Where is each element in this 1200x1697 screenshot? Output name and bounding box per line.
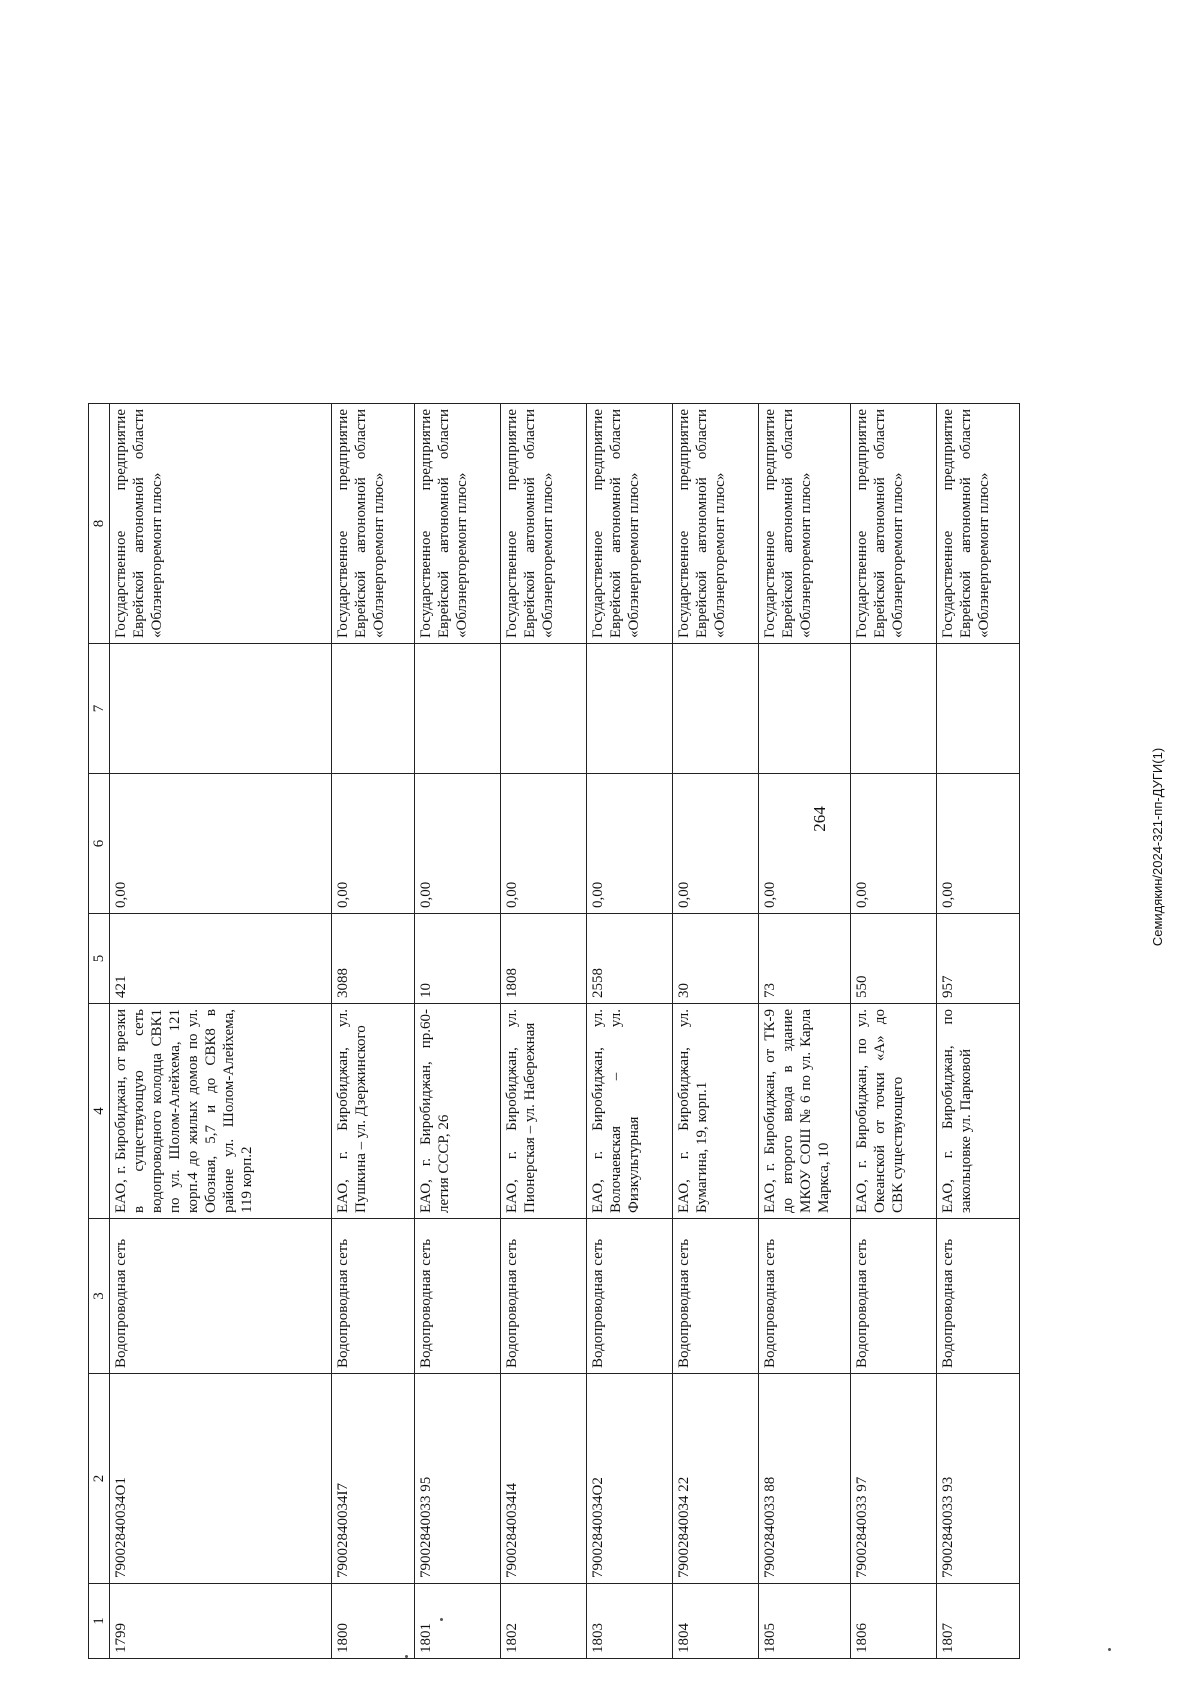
column-7-cell [332, 644, 415, 774]
object-value: 0,00 [673, 774, 759, 914]
row-number: 1802 [501, 1584, 587, 1659]
object-owner: Государственное предприятие Еврейской автономной области «Облэнергоремонт плюс» [851, 404, 937, 644]
object-address: ЕАО, г. Биробиджан, по ул. Океанской от точки «А» до СВК существующего [851, 1004, 937, 1219]
table-row [673, 404, 759, 1659]
object-length: 30 [673, 914, 759, 1004]
column-7-cell [415, 644, 501, 774]
object-type: Водопроводная сеть [851, 1219, 937, 1374]
page-number: 264 [810, 806, 829, 832]
column-7-cell [673, 644, 759, 774]
cadastral-number: 79002840034О1 [110, 1374, 332, 1584]
object-length: 957 [937, 914, 1020, 1004]
column-7-cell [937, 644, 1020, 774]
object-value: 0,00 [937, 774, 1020, 914]
column-header: 7 [89, 644, 110, 774]
object-address: ЕАО, г. Биробиджан, ул. Волочаевская – ул. Физкультурная [587, 1004, 673, 1219]
object-value: 0,00 [587, 774, 673, 914]
column-header: 4 [89, 1004, 110, 1219]
object-type: Водопроводная сеть [110, 1219, 332, 1374]
object-owner: Государственное предприятие Еврейской автономной области «Облэнергоремонт плюс» [332, 404, 415, 644]
object-type: Водопроводная сеть [501, 1219, 587, 1374]
object-length: 550 [851, 914, 937, 1004]
column-7-cell [110, 644, 332, 774]
object-type: Водопроводная сеть [937, 1219, 1020, 1374]
object-address: ЕАО, г. Биробиджан, пр.60-летия СССР, 26 [415, 1004, 501, 1219]
cadastral-number: 79002840033 97 [851, 1374, 937, 1584]
object-type: Водопроводная сеть [587, 1219, 673, 1374]
column-7-cell [851, 644, 937, 774]
object-owner: Государственное предприятие Еврейской автономной области «Облэнергоремонт плюс» [673, 404, 759, 644]
cadastral-number: 79002840034О2 [587, 1374, 673, 1584]
object-length: 3088 [332, 914, 415, 1004]
object-value: 0,00 [332, 774, 415, 914]
object-address: ЕАО, г. Биробиджан, от ТК-9 до второго ввода в здание МКОУ СОШ № 6 по ул. Карла Маркса, 10 [759, 1004, 851, 1219]
object-value: 0,00 [110, 774, 332, 914]
row-number: 1807 [937, 1584, 1020, 1659]
row-number: 1805 [759, 1584, 851, 1659]
column-7-cell [501, 644, 587, 774]
object-length: 73 [759, 914, 851, 1004]
row-number: 1803 [587, 1584, 673, 1659]
object-address: ЕАО, г. Биробиджан, ул. Бумагина, 19, корп.1 [673, 1004, 759, 1219]
row-number: 1804 [673, 1584, 759, 1659]
cadastral-number: 79002840034І4 [501, 1374, 587, 1584]
object-owner: Государственное предприятие Еврейской автономной области «Облэнергоремонт плюс» [415, 404, 501, 644]
table-row [501, 404, 587, 1659]
table-row [587, 404, 673, 1659]
cadastral-number: 79002840033 93 [937, 1374, 1020, 1584]
object-address: ЕАО, г. Биробиджан, ул. Пионерская – ул. Набережная [501, 1004, 587, 1219]
object-length: 421 [110, 914, 332, 1004]
table-row [851, 404, 937, 1659]
column-7-cell [759, 644, 851, 774]
object-owner: Государственное предприятие Еврейской автономной области «Облэнергоремонт плюс» [110, 404, 332, 644]
table-row [332, 404, 415, 1659]
table-row [937, 404, 1020, 1659]
cadastral-number: 79002840033 95 [415, 1374, 501, 1584]
cadastral-number: 79002840033 88 [759, 1374, 851, 1584]
object-address: ЕАО, г. Биробиджан, от врезки в существующую сеть водопроводного колодца СВК1 по ул. Шолом-Алейхема, 121 корп.4 до жилых домов по ул. Обозная, 5,7 и до СВК8 в районе ул. Шолом-Алейхема, 119 корп.2 [110, 1004, 332, 1219]
column-7-cell [587, 644, 673, 774]
registry-table [88, 403, 1020, 1659]
object-address: ЕАО, г. Биробиджан, по закольцовке ул. Парковой [937, 1004, 1020, 1219]
object-type: Водопроводная сеть [673, 1219, 759, 1374]
scan-speck [1108, 1648, 1111, 1651]
scan-speck [440, 1618, 443, 1621]
scan-speck [405, 1655, 408, 1658]
row-number: 1800 [332, 1584, 415, 1659]
object-length: 2558 [587, 914, 673, 1004]
document-footer-code: Семидякин/2024-321-пп-ДУГИ(1) [1150, 747, 1165, 947]
object-value: 0,00 [759, 774, 851, 914]
object-value: 0,00 [415, 774, 501, 914]
object-value: 0,00 [851, 774, 937, 914]
table-row [110, 404, 332, 1659]
object-length: 1808 [501, 914, 587, 1004]
object-owner: Государственное предприятие Еврейской автономной области «Облэнергоремонт плюс» [587, 404, 673, 644]
object-type: Водопроводная сеть [415, 1219, 501, 1374]
object-owner: Государственное предприятие Еврейской автономной области «Облэнергоремонт плюс» [937, 404, 1020, 644]
table-row [759, 404, 851, 1659]
cadastral-number: 79002840034 22 [673, 1374, 759, 1584]
column-header: 6 [89, 774, 110, 914]
row-number: 1806 [851, 1584, 937, 1659]
object-type: Водопроводная сеть [759, 1219, 851, 1374]
object-owner: Государственное предприятие Еврейской автономной области «Облэнергоремонт плюс» [759, 404, 851, 644]
row-number: 1799 [110, 1584, 332, 1659]
object-value: 0,00 [501, 774, 587, 914]
column-header: 8 [89, 404, 110, 644]
column-header: 1 [89, 1584, 110, 1659]
object-address: ЕАО, г. Биробиджан, ул. Пушкина – ул. Дзержинского [332, 1004, 415, 1219]
column-header: 5 [89, 914, 110, 1004]
header-row [89, 404, 110, 1659]
column-header: 2 [89, 1374, 110, 1584]
table-row [415, 404, 501, 1659]
object-type: Водопроводная сеть [332, 1219, 415, 1374]
cadastral-number: 79002840034І7 [332, 1374, 415, 1584]
row-number: 1801 [415, 1584, 501, 1659]
object-owner: Государственное предприятие Еврейской автономной области «Облэнергоремонт плюс» [501, 404, 587, 644]
object-length: 10 [415, 914, 501, 1004]
column-header: 3 [89, 1219, 110, 1374]
